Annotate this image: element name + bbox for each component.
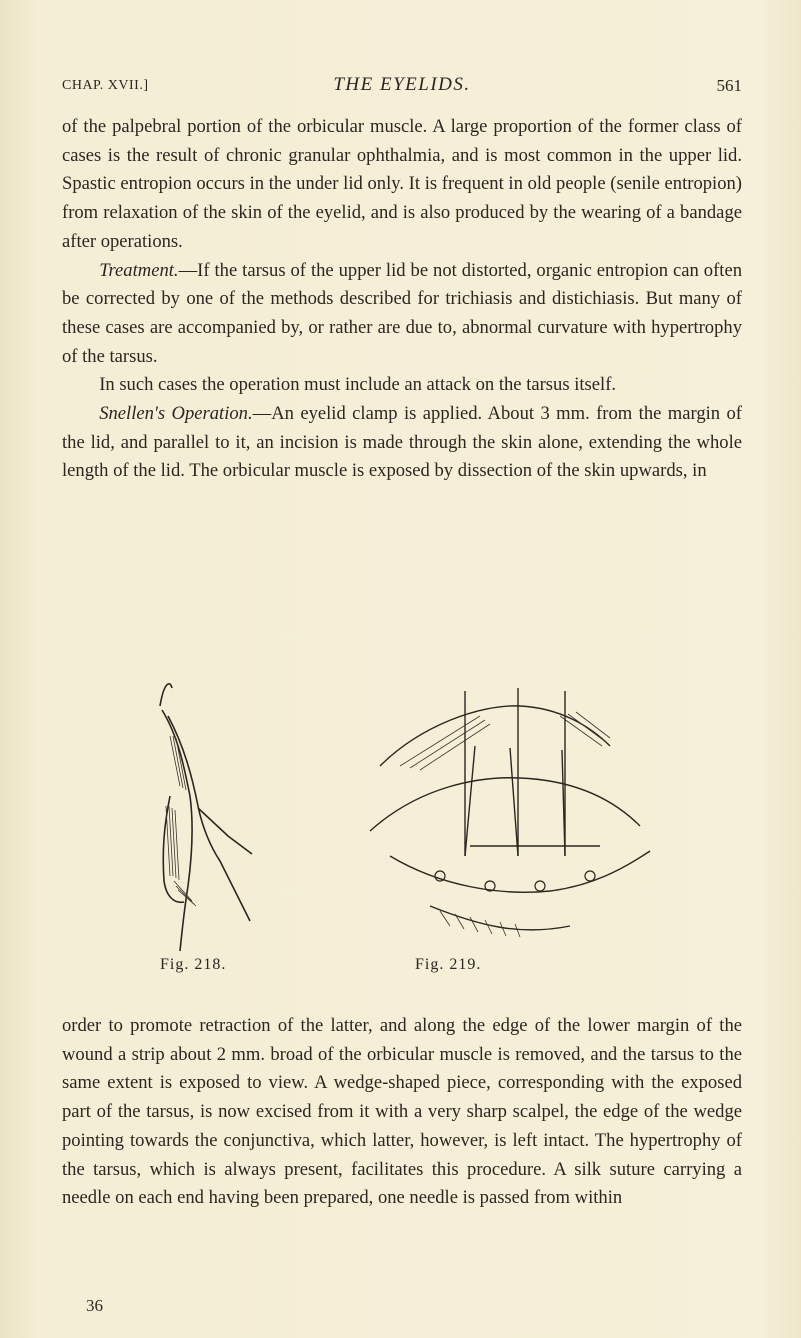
figure-218-illustration [140,676,280,956]
paragraph-treatment: Treatment.—If the tarsus of the upper lid be not distorted, organic entropion can often be corrected by one of the methods described for trichiasis and distichiasis. But many of these cases are accompanied by, or rather are due to, abnormal curvature with hypertrophy of the tarsus. [62,259,742,367]
chapter-label: CHAP. XVII.] [62,78,149,93]
running-header [62,76,742,100]
body-text-bottom [62,1012,742,1213]
running-title: THE EYELIDS. [333,74,471,95]
figures [140,676,660,976]
section-lead: Snellen's Operation. [99,403,253,425]
figure-219-illustration [340,686,660,956]
section-lead: Treatment. [99,259,179,281]
signature-mark: 36 [86,1296,103,1315]
figure-219-caption: Fig. 219. [415,956,482,973]
paragraph-snellen: Snellen's Operation.—An eyelid clamp is applied. About 3 mm. from the margin of the lid, and parallel to it, an incision is made through the skin alone, extending the whole length of the lid. The orbicular muscle is exposed by dissection of the skin upwards, in [62,403,742,482]
figure-218-caption: Fig. 218. [160,956,227,973]
paragraph: In such cases the operation must include an attack on the tarsus itself. [99,374,617,396]
paragraph: of the palpebral portion of the orbicular muscle. A large proportion of the former class of cases is the result of chronic granular ophthalmia, and is most common in the upper lid. Spastic entropion occurs in the under lid only. It is frequent in old people (senile entropion) from relaxation of the skin of the eyelid, and is also produced by the wearing of a bandage after operations. [62,116,742,252]
page-number: 561 [716,76,742,95]
paragraph: order to promote retraction of the latter, and along the edge of the lower margin of the wound a strip about 2 mm. broad of the orbicular muscle is removed, and the tarsus to the same extent is exposed to view. A wedge-shaped piece, corresponding with the exposed part of the tarsus, is now excised from it with a very sharp scalpel, the edge of the wedge pointing towards the conjunctiva, which latter, however, is left intact. The hypertrophy of the tarsus, which is always present, facilitates this procedure. A silk suture carrying a needle on each end having been prepared, one needle is passed from within [62,1015,742,1209]
body-text-top [62,113,742,486]
